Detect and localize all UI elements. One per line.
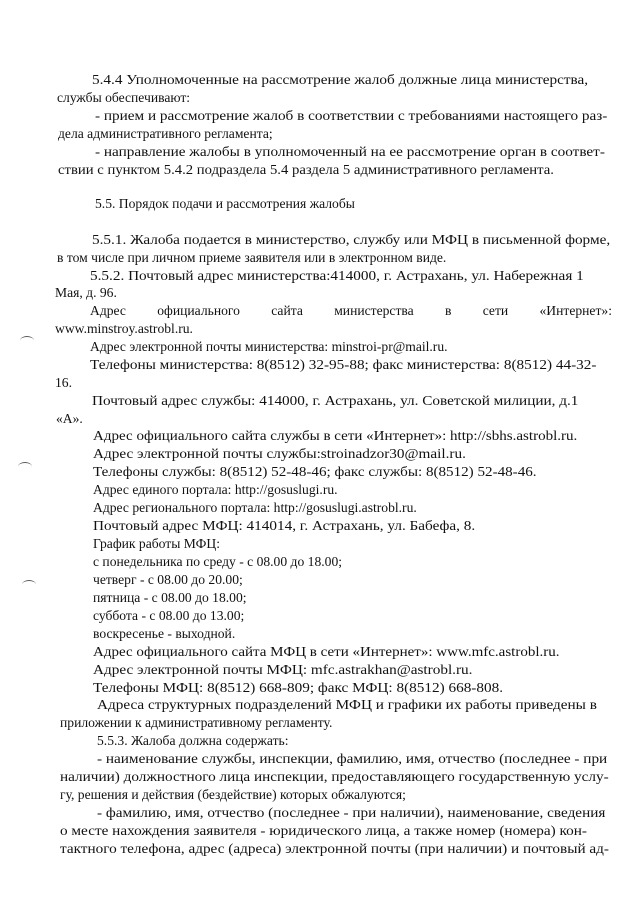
text-line: суббота - с 08.00 до 13.00; [93, 608, 245, 623]
margin-mark [22, 580, 36, 589]
word: официального [157, 303, 240, 318]
text-line: - направление жалобы в уполномоченный на ее рассмотрение орган в соответ- [95, 144, 605, 159]
text-line: Адрес официального сайта службы в сети «Интернет»: http://sbhs.astrobl.ru. [93, 428, 578, 443]
section-heading: 5.5. Порядок подачи и рассмотрения жалобы [95, 196, 355, 211]
text-line: тактного телефона, адрес (адреса) электронной почты (при наличии) и почтовый ад- [60, 841, 609, 856]
text-line: Почтовый адрес службы: 414000, г. Астрахань, ул. Советской милиции, д.1 [92, 393, 579, 408]
text-line: 5.5.2. Почтовый адрес министерства:414000, г. Астрахань, ул. Набережная 1 [90, 268, 584, 283]
text-line: - прием и рассмотрение жалоб в соответствии с требованиями настоящего раз- [95, 108, 608, 123]
text-line: Адреса структурных подразделений МФЦ и графики их работы приведены в [97, 697, 597, 712]
text-line: гу, решения и действия (бездействие) которых обжалуются; [60, 787, 406, 802]
margin-mark [20, 336, 34, 345]
text-line: Адрес официального сайта МФЦ в сети «Интернет»: www.mfc.astrobl.ru. [93, 644, 560, 659]
margin-mark [18, 462, 32, 471]
word: сайта [271, 303, 303, 318]
text-line: 16. [55, 375, 72, 390]
text-line: воскресенье - выходной. [93, 626, 236, 641]
text-line: Адрес электронной почты МФЦ: mfc.astrakhan@astrobl.ru. [93, 662, 473, 677]
text-line: Мая, д. 96. [55, 285, 117, 300]
text-line: в том числе при личном приеме заявителя или в электронном виде. [57, 250, 447, 265]
word: Адрес [90, 303, 126, 318]
word: министерства [334, 303, 414, 318]
text-line: - фамилию, имя, отчество (последнее - при наличии), наименование, сведения [97, 805, 606, 820]
text-line: 5.5.1. Жалоба подается в министерство, службу или МФЦ в письменной форме, [92, 232, 611, 247]
text-line: наличии) должностного лица инспекции, предоставляющего государственную услу- [60, 769, 609, 784]
text-line-justified [90, 303, 612, 319]
text-line: с понедельника по среду - с 08.00 до 18.00; [93, 554, 343, 569]
text-line: Почтовый адрес МФЦ: 414014, г. Астрахань, ул. Бабефа, 8. [93, 518, 476, 533]
word: в [445, 303, 452, 318]
text-line: 5.4.4 Уполномоченные на рассмотрение жалоб должные лица министерства, [92, 72, 589, 87]
text-line: Телефоны службы: 8(8512) 52-48-46; факс службы: 8(8512) 52-48-46. [93, 464, 537, 479]
text-line: - наименование службы, инспекции, фамилию, имя, отчество (последнее - при [97, 751, 608, 766]
text-line: дела административного регламента; [58, 126, 273, 141]
text-line: Адрес электронной почты службы:stroinadzor30@mail.ru. [93, 446, 466, 461]
text-line: Адрес электронной почты министерства: minstroi-pr@mail.ru. [90, 339, 448, 354]
text-line: пятница - с 08.00 до 18.00; [93, 590, 247, 605]
text-line: Адрес единого портала: http://gosuslugi.ru. [93, 482, 338, 497]
text-line: ствии с пунктом 5.4.2 подраздела 5.4 раздела 5 административного регламента. [58, 162, 554, 177]
text-line: Телефоны МФЦ: 8(8512) 668-809; факс МФЦ: 8(8512) 668-808. [93, 680, 504, 695]
text-line: службы обеспечивают: [57, 90, 191, 105]
word: сети [482, 303, 509, 318]
text-line: четверг - с 08.00 до 20.00; [93, 572, 243, 587]
text-line: Адрес регионального портала: http://gosuslugi.astrobl.ru. [93, 500, 417, 515]
text-line: о месте нахождения заявителя - юридического лица, а также номер (номера) кон- [60, 823, 587, 838]
word: «Интернет»: [539, 303, 612, 318]
text-line: приложении к административному регламенту. [60, 715, 333, 730]
text-line: 5.5.3. Жалоба должна содержать: [97, 733, 289, 748]
text-line: www.minstroy.astrobl.ru. [55, 321, 193, 336]
text-line: «А». [56, 411, 83, 426]
text-line: Телефоны министерства: 8(8512) 32-95-88; факс министерства: 8(8512) 44-32- [90, 357, 597, 372]
text-line: График работы МФЦ: [93, 536, 220, 551]
